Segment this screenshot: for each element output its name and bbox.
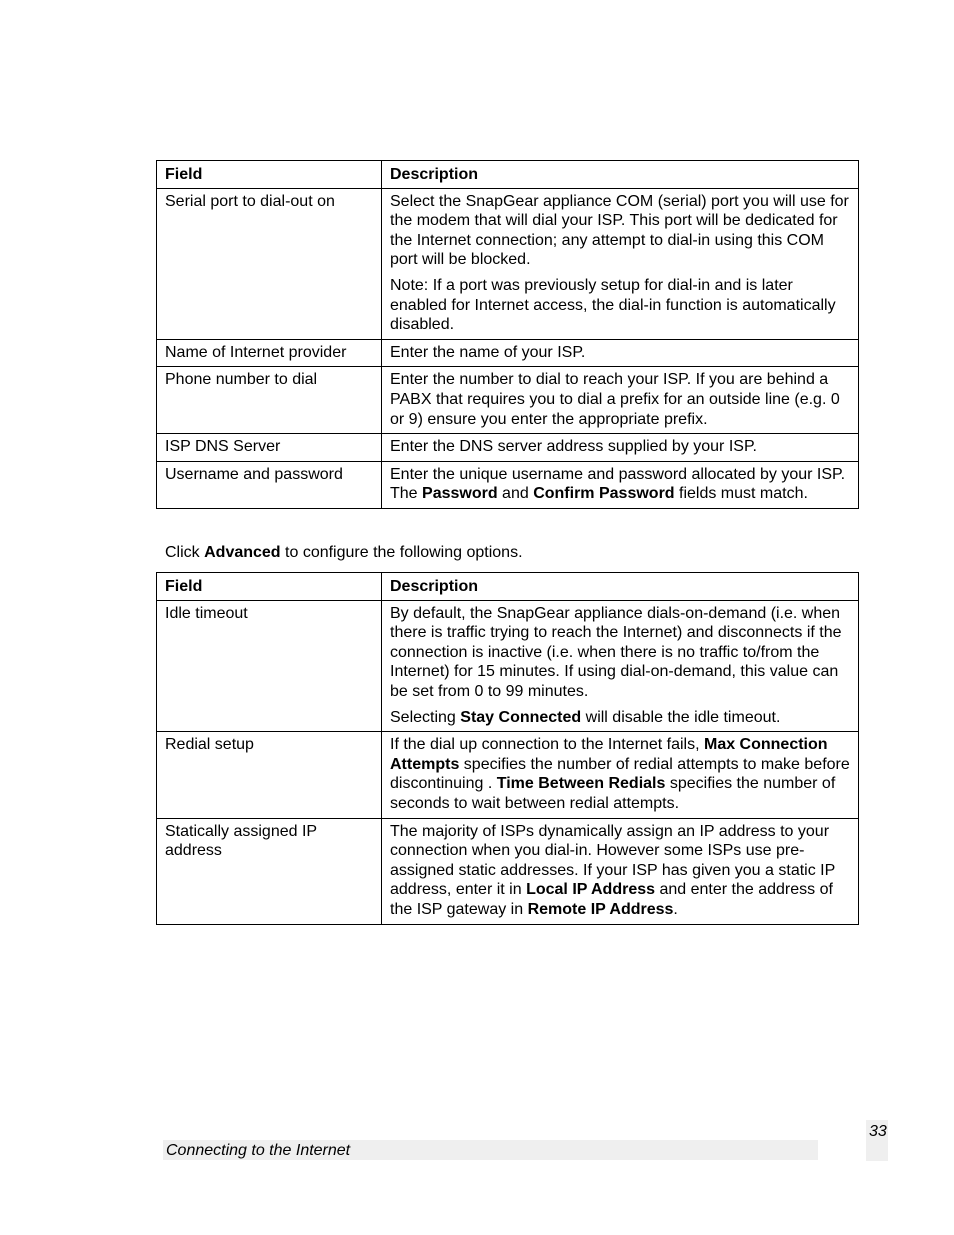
table-row [157,818,859,924]
table-header-row [157,573,859,601]
intro-advanced-bold: Advanced [204,544,281,561]
table-row [157,600,859,732]
field-description-table-advanced [156,572,859,925]
intro-text-before: Click [165,544,205,561]
text-segment: Enter the name of your ISP. [390,343,586,361]
description-cell [382,434,859,462]
field-cell: Idle timeout [157,600,382,732]
bold-term: Stay Connected [460,708,582,726]
column-header-field: Field [157,573,382,601]
table-row [157,367,859,434]
text-segment: Enter the number to dial to reach your ISP. If you are behind a PABX that requires you to dial a prefix for an outside line (e.g. 0 or 9) ensure you enter the appropriate prefix. [390,371,840,428]
bold-term: Password [422,485,498,503]
text-segment: and enter the address of the ISP gateway in [390,881,833,918]
advanced-options-intro [165,543,523,563]
column-header-field: Field [157,161,382,189]
text-segment: and [497,485,534,503]
description-paragraph [390,735,850,813]
description-paragraph [390,708,850,728]
description-paragraph [390,465,850,504]
description-paragraph [390,343,850,363]
description-cell [382,339,859,367]
table-row [157,732,859,818]
table-row [157,339,859,367]
table-row [157,188,859,339]
column-header-description: Description [382,573,859,601]
table-row [157,461,859,508]
text-segment: By default, the SnapGear appliance dials-on-demand (i.e. when there is traffic trying to reach the Internet) and disconnects if the connection is inactive (i.e. when there is no traffic to/from the Internet) for 15 minutes. If using dial-on-demand, this value can be set from 0 to 99 minutes. [390,604,842,700]
text-segment: fields must match. [674,485,808,503]
text-segment: Note: If a port was previously setup for dial-in and is later enabled for Internet access, the dial-in function is automatically disabled. [390,276,836,334]
field-cell: Serial port to dial-out on [157,188,382,339]
description-cell [382,367,859,434]
description-cell [382,818,859,924]
bold-term: Max Connection Attempts [390,736,828,773]
intro-text-after: to configure the following options. [280,544,523,561]
description-cell [382,600,859,732]
footer-chapter-title: Connecting to the Internet [166,1142,351,1159]
bold-term: Local IP Address [526,881,656,899]
text-segment: If the dial up connection to the Internet fails, [390,736,704,754]
description-cell [382,732,859,818]
field-cell: Username and password [157,461,382,508]
description-paragraph [390,437,850,457]
table-header-row [157,161,859,189]
description-paragraph [390,604,850,702]
description-paragraph [390,276,850,335]
field-cell: ISP DNS Server [157,434,382,462]
field-cell: Statically assigned IP address [157,818,382,924]
bold-term: Remote IP Address [527,900,674,918]
text-segment: specifies the number of redial attempts to make before discontinuing . [390,755,850,793]
text-segment: will disable the idle timeout. [581,708,781,726]
text-segment: specifies the number of seconds to wait between redial attempts. [390,775,836,812]
page-number: 33 [869,1123,887,1140]
text-segment: Enter the DNS server address supplied by your ISP. [390,438,757,456]
text-segment: Select the SnapGear appliance COM (serial) port you will use for the modem that will dial your ISP. This port will be dedicated for the Internet connection; any attempt to dial-in using this COM port will be blocked. [390,192,849,269]
description-paragraph [390,370,850,429]
bold-term: Time Between Redials [496,775,666,793]
description-cell [382,461,859,508]
text-segment: . [673,900,678,918]
table-row [157,434,859,462]
field-description-table-dialout [156,160,859,509]
text-segment: Selecting [390,708,461,726]
description-paragraph [390,192,850,270]
field-cell: Phone number to dial [157,367,382,434]
text-segment: The majority of ISPs dynamically assign an IP address to your connection when you dial-in. However some ISPs use pre-assigned static addresses. If your ISP has given you a static IP address, enter it in [390,822,835,899]
description-paragraph [390,822,850,920]
column-header-description: Description [382,161,859,189]
description-cell [382,188,859,339]
text-segment: Enter the unique username and password allocated by your ISP. The [390,465,846,503]
field-cell: Redial setup [157,732,382,818]
field-cell: Name of Internet provider [157,339,382,367]
bold-term: Confirm Password [533,485,675,503]
